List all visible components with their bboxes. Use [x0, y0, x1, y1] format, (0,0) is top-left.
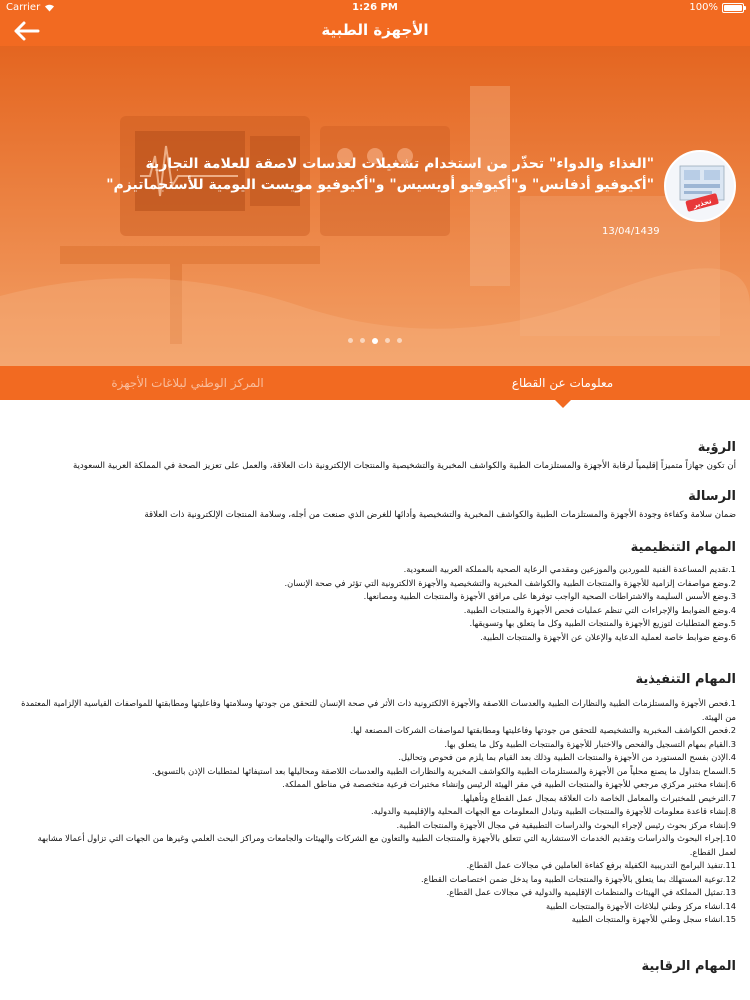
status-time: 1:26 PM: [352, 2, 398, 13]
news-date: 13/04/1439: [602, 226, 660, 237]
list-item: 10.إجراء البحوث والدراسات وتقديم الخدمات الاستشارية التي تتعلق بالأجهزة والمنتجات الطبية والتعاون مع الشركات والهيئات والجامعات ومراكز البحث العلمي وغيرها من الجهات التي تزاول أعمالا مشابهة لعمل القطاع.: [37, 833, 736, 857]
carousel-dot[interactable]: [372, 338, 378, 344]
navigation-bar: [0, 16, 750, 46]
mission-title: الرسالة: [688, 488, 736, 504]
status-bar: [0, 0, 750, 16]
list-item: 3.القيام بمهام التسجيل والفحص والاختبار للأجهزة والمنتجات الطبية وكل ما يتعلق بها.: [444, 738, 736, 749]
list-item: 4.وضع الضوابط والإجراءات التي تنظم عمليات فحص الأجهزة والمنتجات الطبية.: [463, 604, 736, 615]
sector-info-content[interactable]: [0, 400, 750, 1000]
executive-tasks-list: [18, 697, 736, 927]
status-right: [689, 2, 744, 13]
list-item: 9.إنشاء مركز بحوث رئيس لإجراء البحوث والدراسات التطبيقية في مجال الأجهزة والمنتجات الطبية.: [396, 819, 736, 830]
tab-sector-info-label: معلومات عن القطاع: [511, 376, 614, 390]
list-item: 2.فحص الكواشف المخبرية والتشخيصية للتحقق من جودتها وفاعليتها ومطابقتها لمواصفات الشركات المصنعة لها.: [350, 725, 736, 735]
mission-text: ضمان سلامة وكفاءة وجودة الأجهزة والمستلزمات الطبية والكواشف المخبرية والتشخيصية وأدائها للغرض الذي صنعت من أجله، وسلامة المنتجات الإلكترونية ذات العلاقة: [144, 509, 736, 520]
carousel-dot[interactable]: [360, 338, 365, 343]
medical-monitor-illustration: [0, 46, 750, 366]
list-item: 1.فحص الأجهزة والمستلزمات الطبية والنظارات الطبية والعدسات اللاصقة والأجهزة الالكترونية ذات الأثر في صحة الإنسان للتحقق من جودتها وسلامتها وفاعليتها ومطابقتها للمواصفات القياسية الإلزامية المعتمدة من الهيئة.: [21, 698, 736, 722]
warning-stamp-text: تحذير: [692, 197, 713, 210]
list-item: 15.انشاء سجل وطني للأجهزة والمنتجات الطبية: [571, 914, 736, 924]
carousel-dot[interactable]: [385, 338, 390, 343]
list-item: 2.وضع مواصفات إلزامية للأجهزة والمنتجات الطبية والكواشف المخبرية والتشخيصية والأجهزة الالكترونية التي تؤثر في صحة الإنسان.: [284, 577, 736, 588]
list-item: 11.تنفيذ البرامج التدريبية الكفيلة برفع كفاءة العاملين في مجالات عمل القطاع.: [466, 860, 736, 870]
vision-title: الرؤية: [697, 440, 736, 455]
list-item: 8.إنشاء قاعدة معلومات للأجهزة والمنتجات الطبية وتبادل المعلومات مع الجهات المحلية والإقليمية والدولية.: [371, 806, 736, 816]
list-item: 3.وضع الأسس السليمة والاشتراطات الصحية الواجب توفرها على مرافق الأجهزة والمنتجات الطبية ومصانعها.: [363, 591, 736, 601]
carousel-dot[interactable]: [348, 338, 353, 343]
executive-tasks-title: المهام التنفيذية: [635, 672, 736, 687]
list-item: 4.الإذن بفسح المستورد من الأجهزة والمنتجات الطبية وذلك بعد القيام بما يلزم من فحوص وتحاليل.: [398, 752, 736, 762]
tab-sector-info[interactable]: [375, 366, 750, 400]
supervisory-tasks-title: المهام الرقابية: [641, 958, 736, 974]
list-item: 1.تقديم المساعدة الفنية للموردين والموزعين ومقدمي الرعاية الصحية بالمملكة العربية السعودية.: [403, 564, 736, 574]
news-headline[interactable]: "الغذاء والدواء" تحذّر من استخدام تشغيلات لعدسات لاصقة للعلامة التجارية "أكيوفيو أدفانس" و"أكيوفيو أويسيس" و"أكيوفيو مويست اليومية للأستجماتيزم": [106, 156, 654, 193]
tab-device-reports-center[interactable]: [0, 366, 375, 400]
carousel-page-indicator[interactable]: [0, 338, 750, 344]
carrier-label: Carrier: [6, 2, 41, 13]
list-item: 7.الترخيص للمختبرات والمعامل الخاصة ذات العلاقة بمجال عمل القطاع وتأهيلها.: [460, 792, 736, 803]
segment-tabs: [0, 366, 750, 400]
list-item: 6.وضع ضوابط خاصة لعملية الدعاية والإعلان عن الأجهزة والمنتجات الطبية.: [480, 631, 736, 642]
regulatory-tasks-list: [18, 563, 736, 644]
battery-level-fill: [724, 5, 742, 11]
page-title: الأجهزة الطبية: [321, 21, 429, 39]
list-item: 5.وضع المتطلبات لتوزيع الأجهزة والمنتجات الطبية وكل ما يتعلق بها وتسويقها.: [469, 618, 736, 628]
tab-device-reports-center-label: المركز الوطني لبلاغات الأجهزة: [111, 376, 264, 390]
list-item: 12.توعية المستهلك بما يتعلق بالأجهزة والمنتجات الطبية وما يدخل ضمن اختصاصات القطاع.: [420, 873, 736, 884]
list-item: 14.انشاء مركز وطني لبلاغات الأجهزة والمنتجات الطبية: [545, 900, 736, 911]
news-carousel[interactable]: [0, 46, 750, 366]
list-item: 6.إنشاء مختبر مركزي مرجعي للأجهزة والمنتجات الطبية في مقر الهيئة الرئيس وإنشاء مختبرات فرعية متخصصة في مناطق المملكة.: [282, 779, 736, 789]
carousel-dot[interactable]: [397, 338, 402, 343]
list-item: 13.تمثيل المملكة في الهيئات والمنظمات الإقليمية والدولية في مجالات عمل القطاع.: [446, 887, 736, 897]
battery-icon: [722, 3, 744, 13]
regulatory-tasks-title: المهام التنظيمية: [630, 540, 736, 555]
battery-percent: 100%: [689, 2, 718, 13]
list-item: 5.السماح بتداول ما يصنع محلياً من الأجهزة والمستلزمات الطبية والكواشف المخبرية والنظارات الطبية والعدسات اللاصقة ومحاليلها بعد استيفائها لمتطلبات الإذن بالتسويق.: [152, 765, 736, 776]
news-thumbnail: [664, 150, 736, 222]
vision-text: أن تكون جهازاً متميزاً إقليمياً لرقابة الأجهزة والمستلزمات الطبية والكواشف المخبرية والتشخيصية والمنتجات الإلكترونية ذات العلاقة، والعمل على تعزيز الصحة في المملكة العربية السعودية: [72, 461, 736, 471]
